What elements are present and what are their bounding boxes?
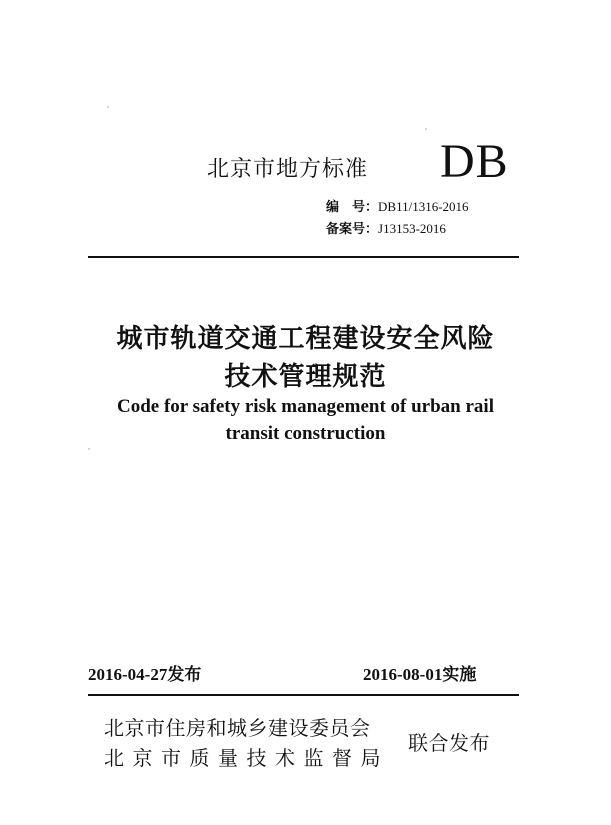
issue-date-row [88, 660, 201, 685]
standard-mark: DB [440, 135, 509, 188]
record-number-row [326, 218, 446, 237]
issuer-line2: 北京市质量技术监督局 [104, 746, 389, 770]
effective-date: 2016-08-01 [363, 665, 443, 684]
top-divider [88, 256, 519, 258]
effective-date-row [363, 660, 476, 685]
standard-code-value: DB11/1316-2016 [378, 199, 469, 214]
joint-issue-label: 联合发布 [408, 731, 490, 755]
standard-code-row [326, 196, 469, 215]
scan-speck [107, 106, 109, 108]
scan-speck [425, 128, 427, 130]
record-number-label: 备案号： [326, 222, 379, 237]
bottom-divider [88, 694, 519, 696]
title-en-line2: transit construction [225, 423, 386, 444]
standard-type: 北京市地方标准 [207, 157, 369, 182]
title-cn-line1: 城市轨道交通工程建设安全风险 [116, 324, 495, 354]
standard-code-label: 编 号： [326, 200, 379, 215]
title-cn-line2: 技术管理规范 [224, 362, 387, 392]
effective-label: 实施 [442, 665, 477, 685]
title-en-line1: Code for safety risk management of urban rail [117, 396, 494, 417]
issuer-line1: 北京市住房和城乡建设委员会 [104, 716, 371, 740]
scan-speck [88, 448, 90, 450]
issue-date: 2016-04-27 [88, 665, 168, 684]
issue-label: 发布 [167, 665, 202, 685]
record-number-value: J13153-2016 [378, 221, 446, 236]
